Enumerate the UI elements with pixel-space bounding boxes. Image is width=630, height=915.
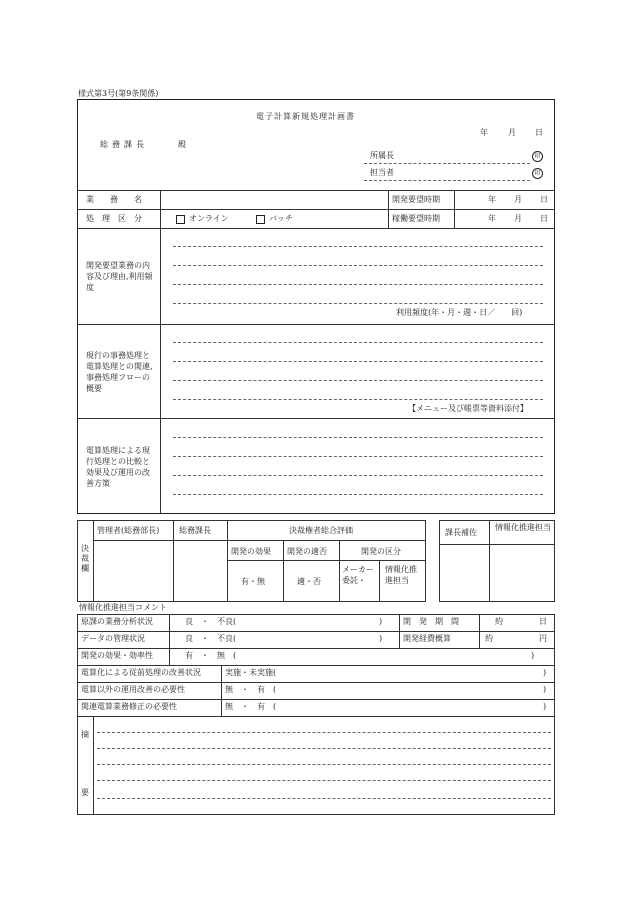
request-label: 開発要望業務の内容及び理由,利用頻度 bbox=[86, 261, 153, 292]
form-title: 電子計算新規処理計画書 bbox=[256, 112, 355, 121]
summary-top-char: 摘 bbox=[81, 730, 89, 739]
batch-checkbox[interactable] bbox=[256, 215, 265, 224]
dev-period-approx: 約 bbox=[495, 617, 503, 626]
dev-cost-approx: 約 bbox=[485, 634, 493, 643]
paren-close-4: ) bbox=[543, 668, 547, 677]
honorific: 殿 bbox=[178, 140, 186, 149]
improve-status-label: 電算化による従前処理の改善状況 bbox=[81, 668, 201, 677]
dev-year: 年 bbox=[488, 195, 496, 204]
batch-option[interactable]: バッチ bbox=[256, 214, 293, 224]
assistant-label: 課長補佐 bbox=[445, 528, 477, 537]
improve-status-value: 実施・未実施( bbox=[225, 668, 277, 677]
compare-label: 電算処理による現行処理との比較と効果及び運用の改善方策 bbox=[86, 446, 150, 488]
efficiency-value: 有 ・ 無 ( bbox=[185, 651, 237, 660]
staff-seal-icon: 印 bbox=[532, 168, 543, 179]
info-staff-label: 情報化推進担当 bbox=[495, 523, 551, 532]
current-process-label: 現行の事務処理と電算処理との関連, 事務処理フローの概要 bbox=[86, 351, 153, 393]
plan-form bbox=[77, 99, 555, 514]
effect-value: 有・無 bbox=[241, 577, 265, 586]
data-mgmt-label: データの管理状況 bbox=[81, 634, 145, 643]
related-fix-label: 関連電算業務修正の必要性 bbox=[81, 702, 177, 711]
suitability-label: 開発の適否 bbox=[287, 547, 327, 556]
info-staff-category: 情報化推進担当 bbox=[385, 565, 417, 585]
dev-period-comment-label: 開 発 期 間 bbox=[403, 617, 459, 626]
paren-close-2: ) bbox=[379, 634, 383, 643]
ops-improve-value: 無 ・ 有 ( bbox=[225, 685, 277, 694]
related-fix-value: 無 ・ 有 ( bbox=[225, 702, 277, 711]
online-option[interactable]: オンライン bbox=[176, 214, 229, 224]
maker-option: メーカー委託・ bbox=[342, 565, 374, 585]
overall-eval-label: 決裁権者総合評価 bbox=[289, 526, 353, 535]
op-day: 日 bbox=[540, 214, 548, 223]
kessai-label: 決裁欄 bbox=[81, 544, 89, 573]
chief-label: 所属長 bbox=[370, 151, 394, 160]
data-mgmt-value: 良 ・ 不良( bbox=[185, 634, 237, 643]
paren-close-6: ) bbox=[543, 702, 547, 711]
processing-type-label: 処 理 区 分 bbox=[86, 214, 142, 223]
ops-improve-label: 電算以外の運用改善の必要性 bbox=[81, 685, 185, 694]
chief-seal-icon: 印 bbox=[532, 151, 543, 162]
dev-cost-unit: 円 bbox=[539, 634, 547, 643]
dev-period-unit: 日 bbox=[539, 617, 547, 626]
op-year: 年 bbox=[488, 214, 496, 223]
paren-close-1: ) bbox=[379, 617, 383, 626]
efficiency-label: 開発の効果・効率性 bbox=[81, 651, 153, 660]
comments-title: 情報化推進担当コメント bbox=[79, 603, 167, 612]
usage-frequency: 利用頻度(年・月・週・日／ 回) bbox=[396, 308, 523, 317]
business-name-label: 業 務 名 bbox=[86, 195, 142, 204]
attach-note: 【メニュー及び帳票等資料添付】 bbox=[408, 404, 528, 413]
paren-close-5: ) bbox=[543, 685, 547, 694]
effect-label: 開発の効果 bbox=[231, 547, 271, 556]
suitability-value: 適・否 bbox=[297, 577, 321, 586]
summary-bottom-char: 要 bbox=[81, 788, 89, 797]
dev-period-label: 開発要望時期 bbox=[392, 195, 440, 204]
staff-label: 担当者 bbox=[370, 168, 394, 177]
dev-cost-label: 開発経費概算 bbox=[403, 634, 451, 643]
general-chief-label: 総務課長 bbox=[179, 526, 211, 535]
operation-period-label: 稼働要望時期 bbox=[392, 214, 440, 223]
date-day: 日 bbox=[535, 128, 543, 137]
date-month: 月 bbox=[508, 128, 516, 137]
dev-month: 月 bbox=[514, 195, 522, 204]
analysis-status-value: 良 ・ 不良( bbox=[185, 617, 237, 626]
paren-close-3: ) bbox=[531, 651, 535, 660]
addressee: 総務課長 bbox=[100, 140, 148, 149]
category-label: 開発の区分 bbox=[361, 547, 401, 556]
date-year: 年 bbox=[480, 128, 488, 137]
online-checkbox[interactable] bbox=[176, 215, 185, 224]
op-month: 月 bbox=[514, 214, 522, 223]
dev-day: 日 bbox=[540, 195, 548, 204]
manager-label: 管理者(総務部長) bbox=[97, 526, 160, 535]
form-label: 様式第3号(第9条関係) bbox=[78, 89, 159, 98]
analysis-status-label: 原課の業務分析状況 bbox=[81, 617, 153, 626]
approval-section bbox=[77, 520, 555, 815]
